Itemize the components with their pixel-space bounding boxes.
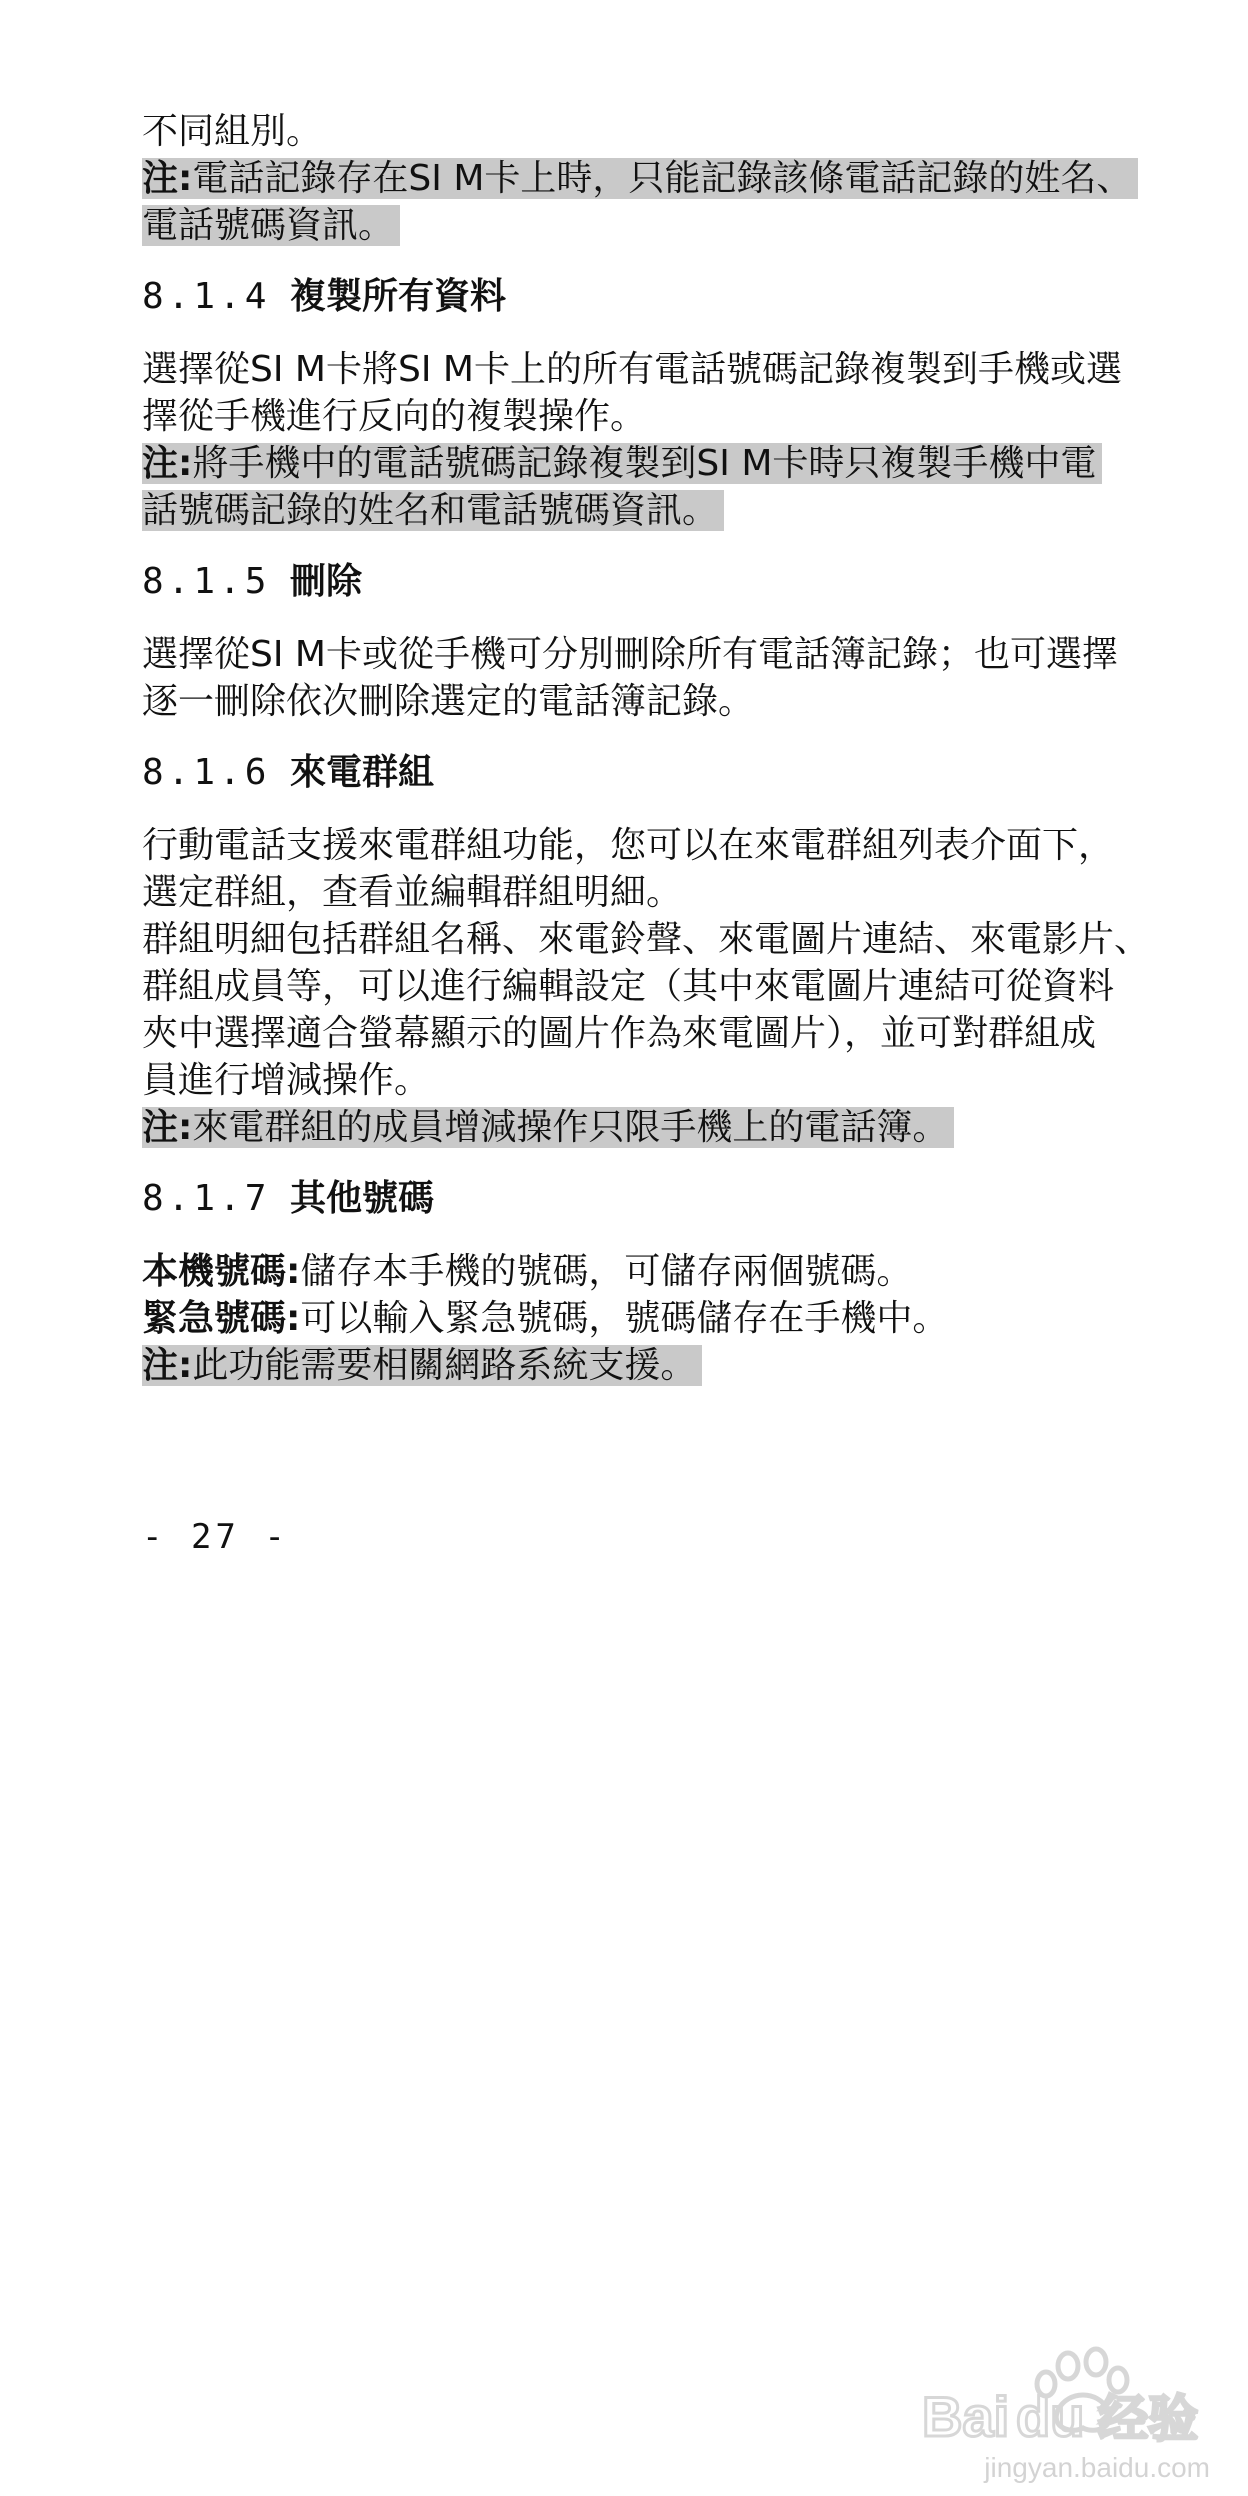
- note-text: 此功能需要相關網路系統支援。: [192, 1345, 697, 1386]
- note-block: [142, 1342, 1142, 1389]
- note-line: [142, 1107, 954, 1148]
- paragraph-line: 選定群組，查看並編輯群組明細。: [142, 872, 683, 913]
- note-text: 來電群組的成員增減操作只限手機上的電話簿。: [192, 1107, 949, 1148]
- section-heading: [142, 1175, 1142, 1222]
- definition-text: 可以輸入緊急號碼，號碼儲存在手機中。: [300, 1298, 949, 1339]
- definition-text: 儲存本手機的號碼，可儲存兩個號碼。: [300, 1251, 913, 1292]
- note-label: 注:: [142, 1345, 193, 1386]
- paragraph-line: 選擇從SI M卡將SI M卡上的所有電話號碼記錄複製到手機或選: [142, 349, 1122, 390]
- page-number: - 27 -: [142, 1517, 289, 1557]
- note-label: 注:: [142, 158, 193, 199]
- paragraph-line: 不同組別。: [142, 111, 323, 152]
- definition-term: 本機號碼:: [142, 1251, 301, 1292]
- note-block: [142, 155, 1142, 249]
- paragraph-line: 擇從手機進行反向的複製操作。: [142, 396, 647, 437]
- note-line: [142, 443, 1102, 484]
- note-block: [142, 440, 1142, 534]
- section-title: 其他號碼: [290, 1178, 435, 1219]
- section-heading: [142, 749, 1142, 796]
- section-number: 8.1.5: [142, 561, 271, 602]
- section-heading: [142, 273, 1142, 320]
- document-page: [142, 108, 1151, 1389]
- note-block: [142, 1104, 1142, 1151]
- section-number: 8.1.4: [142, 276, 271, 317]
- note-line: 電話號碼資訊。: [142, 205, 400, 246]
- section-title: 來電群組: [290, 752, 435, 793]
- section-title: 刪除: [290, 561, 363, 602]
- note-label: 注:: [142, 443, 193, 484]
- paragraph-line: 逐一刪除依次刪除選定的電話簿記錄。: [142, 681, 755, 722]
- note-label: 注:: [142, 1107, 193, 1148]
- section-heading: [142, 558, 1142, 605]
- svg-text:du: du: [1016, 2385, 1085, 2448]
- paragraph-line: 選擇從SI M卡或從手機可分別刪除所有電話簿記錄；也可選擇: [142, 634, 1118, 675]
- paragraph-line: 群組成員等，可以進行編輯設定（其中來電圖片連結可從資料: [142, 966, 1115, 1007]
- definition-item: [142, 1295, 1142, 1342]
- svg-text:Bai: Bai: [922, 2385, 1010, 2448]
- paragraph-line: 行動電話支援來電群組功能，您可以在來電群組列表介面下，: [142, 825, 1115, 866]
- watermark-url: jingyan.baidu.com: [984, 2452, 1210, 2483]
- section-title: 複製所有資料: [290, 276, 507, 317]
- note-line: 話號碼記錄的姓名和電話號碼資訊。: [142, 490, 724, 531]
- section-number: 8.1.6: [142, 752, 271, 793]
- note-text: 將手機中的電話號碼記錄複製到SI M卡時只複製手機中電: [192, 443, 1097, 484]
- paragraph-line: 員進行增減操作。: [142, 1060, 431, 1101]
- svg-text:经验: 经验: [1098, 2390, 1198, 2448]
- paragraph-line: 群組明細包括群組名稱、來電鈴聲、來電圖片連結、來電影片、: [142, 919, 1151, 960]
- definition-item: [142, 1248, 1142, 1295]
- note-text: 電話記錄存在SI M卡上時，只能記錄該條電話記錄的姓名、: [192, 158, 1133, 199]
- baidu-paw-logo-icon: [918, 2338, 1218, 2448]
- definition-term: 緊急號碼:: [142, 1298, 301, 1339]
- baidu-watermark: [918, 2338, 1218, 2488]
- note-line: [142, 1345, 702, 1386]
- paragraph-line: 夾中選擇適合螢幕顯示的圖片作為來電圖片），並可對群組成: [142, 1013, 1097, 1054]
- note-line: [142, 158, 1138, 199]
- section-number: 8.1.7: [142, 1178, 271, 1219]
